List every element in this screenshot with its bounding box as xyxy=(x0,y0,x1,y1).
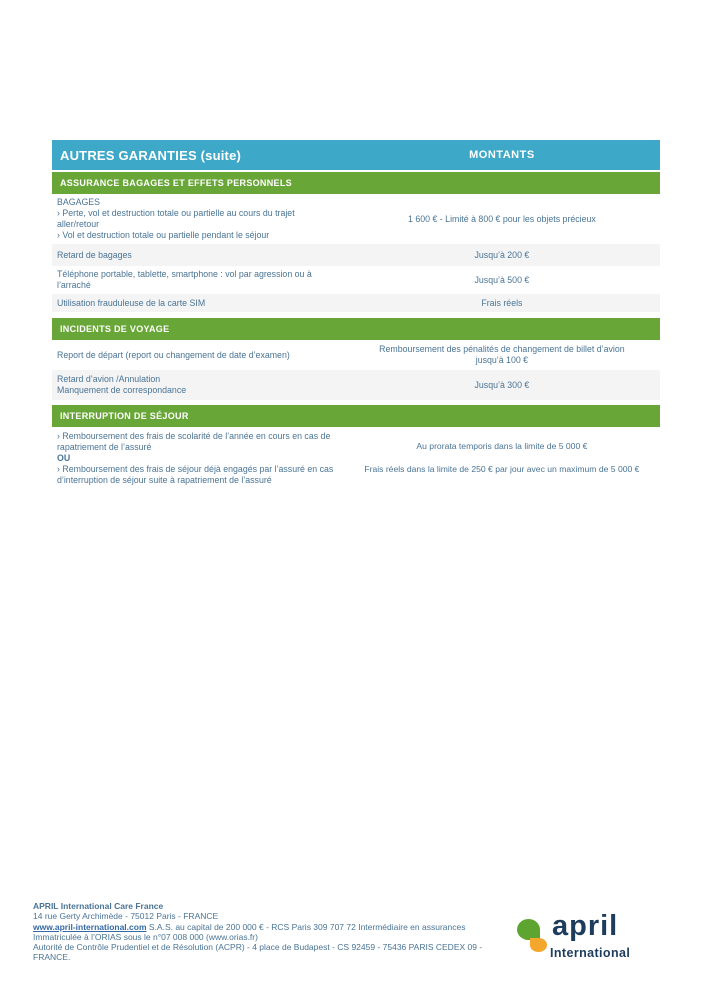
amount-cell xyxy=(344,244,660,266)
amount-line: Frais réels xyxy=(481,297,523,308)
website-link[interactable]: www.april-international.com xyxy=(33,921,147,932)
guarantee-line: BAGAGES xyxy=(57,197,101,207)
amount-line: jusqu’à 100 € xyxy=(475,355,529,365)
guarantee-line: › Remboursement des frais de scolarité de l’année en cours en cas de rapatriement de l’assuré xyxy=(57,431,331,452)
guarantee-line: › Remboursement des frais de séjour déjà engagés par l’assuré en cas d’interruption de séjour suite à rapatriement de l’assuré xyxy=(57,464,334,485)
table-row xyxy=(52,266,660,294)
amount-line: Frais réels dans la limite de 250 € par jour avec un maximum de 5 000 € xyxy=(364,464,640,474)
amount-line: Jusqu’à 500 € xyxy=(474,274,530,285)
table-header xyxy=(52,140,660,170)
amount-cell xyxy=(344,427,660,489)
logo-leaf-orange-icon xyxy=(530,938,547,952)
guarantee-cell xyxy=(52,294,344,312)
section-bar-baggage: ASSURANCE BAGAGES ET EFFETS PERSONNELS xyxy=(52,172,660,194)
amount-line: Remboursement des pénalités de changement de billet d’avion xyxy=(379,344,625,354)
footer-orias-line: Immatriculée à l’ORIAS sous le n°07 008 000 (www.orias.fr) xyxy=(33,931,258,942)
guarantee-cell xyxy=(52,194,344,244)
guarantee-cell xyxy=(52,370,344,400)
amount-cell xyxy=(344,266,660,294)
table-row xyxy=(52,427,660,489)
table-row xyxy=(52,294,660,312)
footer-company-name: APRIL International Care France xyxy=(33,901,164,911)
logo-leaf-green-icon xyxy=(517,919,540,940)
table-row xyxy=(52,194,660,244)
guarantee-cell xyxy=(52,266,344,294)
footer-legal-line xyxy=(33,922,520,932)
footer-address: 14 rue Gerty Archimède - 75012 Paris - FRANCE xyxy=(33,911,219,922)
table-row xyxy=(52,244,660,266)
amount-cell xyxy=(344,194,660,244)
april-logo xyxy=(517,910,653,967)
section-bar-travel-incidents: INCIDENTS DE VOYAGE xyxy=(52,318,660,340)
amount-line: Jusqu’à 300 € xyxy=(474,379,530,390)
table-header-guarantees: AUTRES GARANTIES (suite) xyxy=(60,147,242,163)
guarantee-cell xyxy=(52,244,344,266)
footer xyxy=(33,901,520,963)
logo-subtitle-text: International xyxy=(550,946,631,960)
guarantee-cell xyxy=(52,340,344,370)
table-row xyxy=(52,370,660,400)
amount-line: Jusqu’à 200 € xyxy=(474,249,530,260)
table-header-amounts: MONTANTS xyxy=(469,149,535,161)
amount-cell xyxy=(344,294,660,312)
section-bar-stay-interruption: INTERRUPTION DE SÉJOUR xyxy=(52,405,660,427)
amount-line: 1 600 € - Limité à 800 € pour les objets précieux xyxy=(408,213,596,224)
guarantee-line: Utilisation frauduleuse de la carte SIM xyxy=(57,297,206,308)
guarantee-line: Téléphone portable, tablette, smartphone : vol par agression ou à l’arraché xyxy=(57,269,312,290)
guarantee-line: Retard de bagages xyxy=(57,249,132,260)
guarantee-line: Retard d’avion /Annulation xyxy=(57,374,161,384)
guarantee-line: Report de départ (report ou changement de date d’examen) xyxy=(57,349,290,360)
amount-cell xyxy=(344,370,660,400)
guarantee-line: › Perte, vol et destruction totale ou partielle au cours du trajet aller/retour xyxy=(57,208,295,229)
logo-brand-text: april xyxy=(552,910,619,942)
footer-acpr-line: Autorité de Contrôle Prudentiel et de Résolution (ACPR) - 4 place de Budapest - CS 92459 - 75436 PARIS CEDEX 09 - FRANCE. xyxy=(33,942,483,963)
guarantee-line: Manquement de correspondance xyxy=(57,385,187,395)
amount-cell xyxy=(344,340,660,370)
guarantee-line: › Vol et destruction totale ou partielle pendant le séjour xyxy=(57,230,270,240)
footer-legal-text: S.A.S. au capital de 200 000 € - RCS Paris 309 707 72 Intermédiaire en assurances xyxy=(146,921,466,932)
guarantee-line-or: OU xyxy=(57,453,71,463)
guarantee-cell xyxy=(52,427,344,489)
table-row xyxy=(52,340,660,370)
guarantees-table xyxy=(52,140,660,489)
amount-line: Au prorata temporis dans la limite de 5 000 € xyxy=(416,441,588,451)
